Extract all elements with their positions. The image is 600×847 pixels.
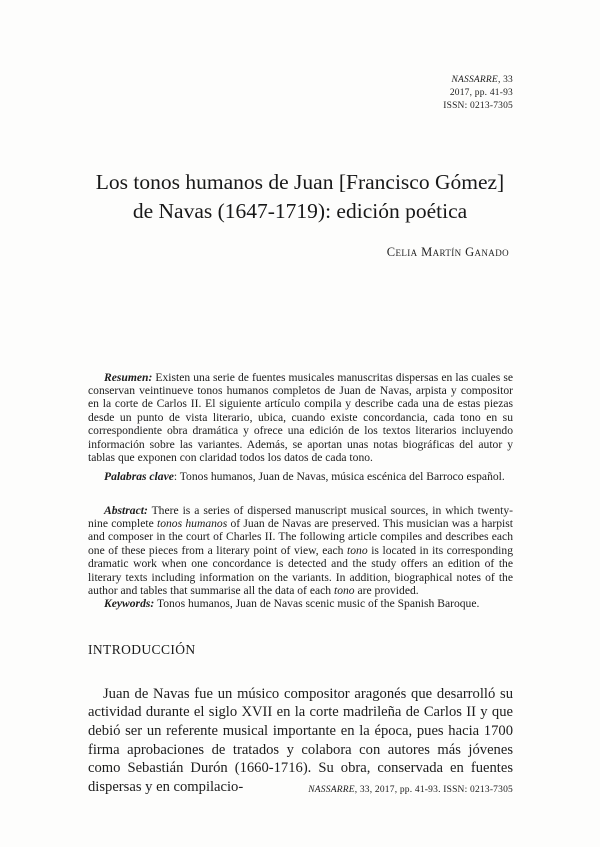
abstract-seg4: are provided.: [354, 584, 419, 598]
footer-journal-name: NASSARRE: [308, 785, 355, 795]
palabras-clave-line: [88, 470, 513, 483]
abstract-seg2: of Juan de Navas are preserved. This musician was a harpist and composer in the court of Charles II. The following article compiles and describes each one of these pieces from a literary point of view, each: [88, 517, 513, 557]
author-name: Celia Martín Ganado: [386, 245, 509, 259]
journal-header-line3: ISSN: 0213-7305: [443, 101, 513, 111]
journal-header-line1: [443, 74, 513, 87]
journal-header-line2: 2017, pp. 41-93: [449, 88, 513, 98]
resumen-label: Resumen:: [104, 370, 153, 384]
palabras-clave-label: Palabras clave: [104, 469, 174, 483]
footer-citation: , 33, 2017, pp. 41-93. ISSN: 0213-7305: [354, 785, 513, 795]
page-title-line1: Los tonos humanos de Juan [Francisco Gómez]: [95, 170, 505, 194]
abstract-italic1: tonos humanos: [156, 517, 228, 530]
section-heading-introduccion: INTRODUCCIÓN: [88, 642, 196, 657]
page-footer: [308, 785, 513, 795]
journal-issue: , 33: [497, 75, 513, 85]
abstract-seg1: There is a series of dispersed manuscript musical sources, in which twenty-nine complete: [88, 503, 513, 530]
keywords-line: [88, 597, 513, 610]
palabras-clave-text: : Tonos humanos, Juan de Navas, música escénica del Barroco español.: [173, 469, 505, 483]
page-title-line2: de Navas (1647-1719): edición poética: [132, 198, 468, 223]
abstract-seg3: is located in its corresponding dramatic work when one concordance is detected and the study offers an edition of the literary texts including information on the variants. In addition, biographical notes of the author and tables that summarise all the data of each: [88, 543, 513, 598]
resumen-paragraph: [88, 371, 513, 465]
abstract-paragraph: [88, 504, 513, 598]
keywords-text: Tonos humanos, Juan de Navas scenic music of the Spanish Baroque.: [154, 596, 480, 610]
abstract-label: Abstract:: [104, 503, 148, 517]
page-title: [48, 168, 552, 225]
abstract-italic2: tono: [347, 543, 368, 557]
journal-header: [443, 74, 513, 113]
keywords-label: Keywords:: [104, 596, 155, 610]
resumen-text: Existen una serie de fuentes musicales manuscritas dispersas en las cuales se conservan veintinueve tonos humanos completos de Juan de Navas, arpista y compositor en la corte de Carlos II. El siguiente artículo compila y describe cada una de estas piezas desde un punto de vista literario, ubica, cuando existe concordancia, cada tono en su correspondiente obra dramática y ofrece una edición de los textos literarios incluyendo información sobre las variantes. Además, se aportan unas notas biográficas del autor y tablas que exponen con claridad todos los datos de cada tono.: [88, 370, 513, 465]
abstract-italic3: tono: [333, 584, 355, 598]
intro-paragraph: Juan de Navas fue un músico compositor aragonés que desarrolló su actividad durante el siglo XVII en la corte madrileña de Carlos II y que debió ser un referente musical importante en la época, pues hacia 1700 firma aprobaciones de tratados y colabora con autores más jóvenes como Sebastián Durón (1660-1716). Su obra, conservada en fuentes dispersas y en compilacio-: [88, 685, 513, 796]
journal-name: NASSARRE: [451, 75, 498, 85]
